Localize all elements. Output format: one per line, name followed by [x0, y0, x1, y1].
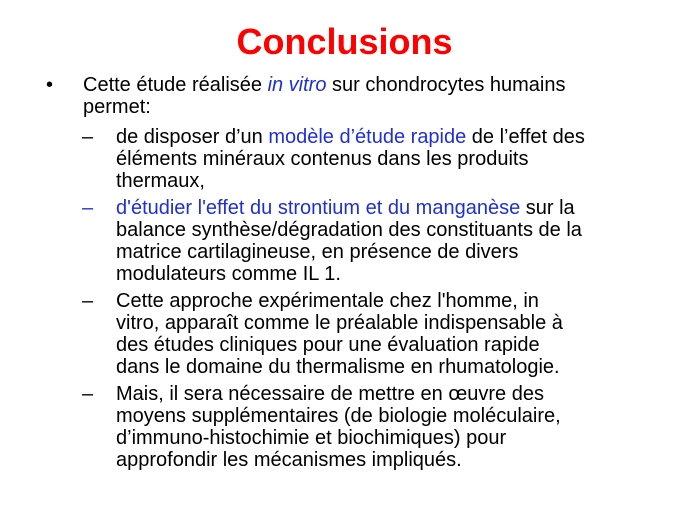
subpoint-body [116, 383, 656, 471]
subpoint-4-line-1: Mais, il sera nécessaire de mettre en œuvre des [116, 383, 544, 405]
subpoint-4-line-3: d’immuno-histochimie et biochimiques) pour [116, 427, 507, 449]
main-bullet-text [83, 74, 683, 118]
subpoint-2-line-2: balance synthèse/dégradation des constituants de la [116, 219, 582, 241]
subpoint-3-line-3: des études cliniques pour une évaluation rapide [116, 334, 540, 356]
subpoint-2-line-3: matrice cartilagineuse, en présence de divers [116, 241, 519, 263]
subpoint-body [116, 290, 656, 378]
main-bullet-italic: in vitro [267, 74, 327, 96]
subpoint-2-line-4: modulateurs comme IL 1. [116, 263, 341, 285]
subpoint-1-line-1 [116, 126, 656, 148]
main-bullet-text-part1: Cette étude réalisée [83, 74, 268, 96]
subpoint-1-highlight: modèle d’étude rapide [268, 126, 467, 148]
main-bullet-line-2: permet: [83, 96, 151, 118]
subpoint-dash: – [82, 290, 94, 312]
slide-title: Conclusions [236, 21, 453, 62]
subpoint-4-line-4: approfondir les mécanismes impliqués. [116, 449, 462, 471]
subpoint-1-line-2: éléments minéraux contenus dans les produits [116, 148, 529, 170]
subpoint-body [116, 126, 656, 192]
subpoint-1-line-1-a: de disposer d’un [116, 126, 269, 148]
subpoint-body [116, 197, 656, 285]
subpoint-4-line-2: moyens supplémentaires (de biologie moléculaire, [116, 405, 561, 427]
subpoint-2-line-1-b: sur la [520, 197, 575, 219]
main-bullet-line-1 [83, 74, 683, 96]
subpoint-2-line-1 [116, 197, 656, 219]
subpoint-2-highlight: d'étudier l'effet du strontium et du manganèse [116, 197, 521, 219]
main-bullet-text-part2: sur chondrocytes humains [326, 74, 566, 96]
subpoint-dash: – [82, 383, 94, 405]
subpoint-3-line-2: vitro, apparaît comme le préalable indispensable à [116, 312, 563, 334]
subpoint-1-line-3: thermaux, [116, 170, 205, 192]
subpoint-3-line-1: Cette approche expérimentale chez l'homme, in [116, 290, 539, 312]
subpoint-3-line-4: dans le domaine du thermalisme en rhumatologie. [116, 356, 560, 378]
subpoint-dash: – [82, 126, 94, 148]
bullet-marker: • [46, 74, 54, 96]
subpoint-dash: – [82, 197, 94, 219]
subpoint-1-line-1-b: de l’effet des [466, 126, 585, 148]
